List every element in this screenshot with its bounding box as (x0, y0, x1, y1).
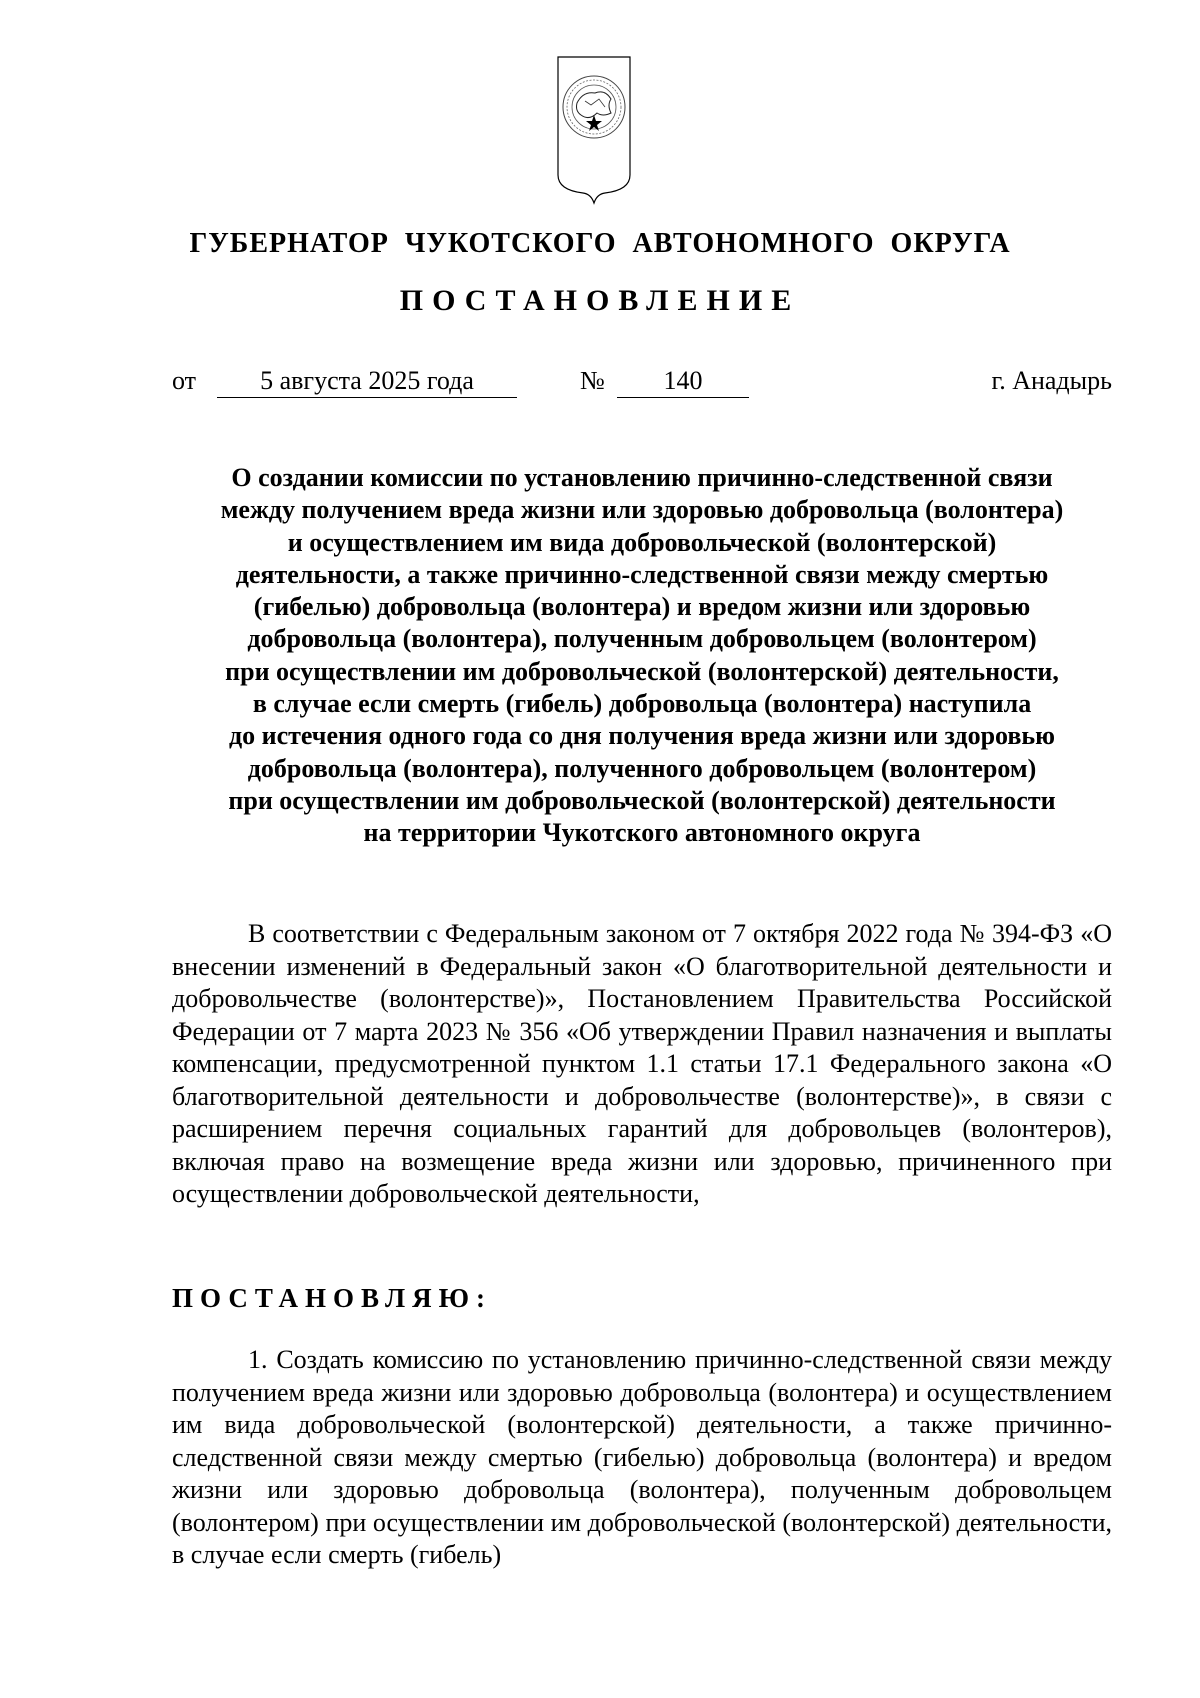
document-date: 5 августа 2025 года (217, 366, 517, 398)
preamble-paragraph: В соответствии с Федеральным законом от 7 октября 2022 года № 394-ФЗ «О внесении изменений в Федеральный закон «О благотворительной деятельности и добровольчестве (волонтерстве)», Постановлением Правительства Российской Федерации от 7 марта 2023 № 356 «Об утверждении Правил назначения и выплаты компенсации, предусмотренной пунктом 1.1 статьи 17.1 Федерального закона «О благотворительной деятельности и добровольчестве (волонтерстве)», в связи с расширением перечня социальных гарантий для добровольцев (волонтеров), включая право на возмещение вреда жизни или здоровью, причиненного при осуществлении добровольческой деятельности, (172, 919, 1112, 1208)
authority-heading: ГУБЕРНАТОР ЧУКОТСКОГО АВТОНОМНОГО ОКРУГА (189, 228, 1011, 259)
title-line: до истечения одного года со дня получения вреда жизни или здоровью (228, 721, 1056, 751)
document-type-heading: ПОСТАНОВЛЕНИЕ (399, 284, 801, 317)
title-line: добровольца (волонтера), полученного добровольцем (волонтером) (247, 753, 1037, 783)
title-line: при осуществлении им добровольческой (волонтерской) деятельности (228, 785, 1056, 815)
title-line: и осуществлением им вида добровольческой (волонтерской) (287, 527, 997, 557)
title-line: при осуществлении им добровольческой (волонтерской) деятельности, (225, 656, 1059, 686)
title-line: (гибелью) добровольца (волонтера) и вредом жизни или здоровью (253, 592, 1031, 622)
title-line: О создании комиссии по установлению причинно-следственной связи (231, 463, 1053, 492)
title-line: добровольца (волонтера), полученным добровольцем (волонтером) (247, 624, 1037, 654)
document-number: 140 (617, 366, 749, 398)
title-line: между получением вреда жизни или здоровью добровольца (волонтера) (220, 495, 1064, 525)
from-label: от (172, 366, 197, 395)
clause-1-paragraph: 1. Создать комиссию по установлению причинно-следственной связи между получением вреда жизни или здоровью добровольца (волонтера) и осуществлением им вида добровольческой (волонтерской) деятельности, а также причинно-следственной связи между смертью (гибелью) добровольца (волонтера) и вредом жизни или здоровью добровольца (волонтера), полученным добровольцем (волонтером) при осуществлении им добровольческой (волонтерской) деятельности, в случае если смерть (гибель) (172, 1345, 1112, 1569)
title-line: деятельности, а также причинно-следственной связи между смертью (235, 559, 1049, 589)
number-label: № (580, 366, 605, 395)
document-city: г. Анадырь (991, 366, 1112, 395)
decree-heading: ПОСТАНОВЛЯЮ: (172, 1283, 492, 1313)
title-line: в случае если смерть (гибель) добровольца (волонтера) наступила (252, 689, 1032, 719)
title-line: на территории Чукотского автономного округа (363, 818, 921, 848)
document-title (172, 462, 1112, 850)
coat-of-arms-icon (555, 55, 633, 205)
document-meta-line (172, 366, 1112, 406)
